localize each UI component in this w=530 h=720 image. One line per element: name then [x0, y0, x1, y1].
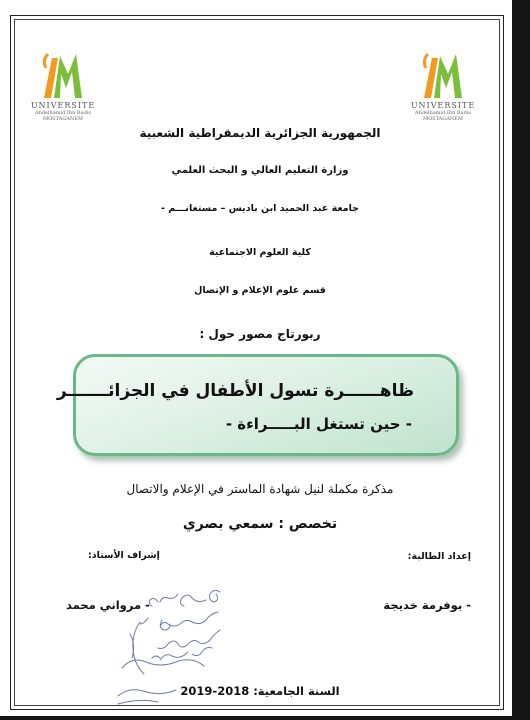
university-logo-left [18, 48, 108, 138]
thesis-title-box [56, 354, 459, 456]
student-name: - بوفرمة خديجة [383, 598, 471, 612]
scanner-edge-bottom [0, 716, 530, 720]
logo-university-sub: Abdelhamid Ibn Badis [415, 110, 471, 116]
republic-heading: الجمهورية الجزائرية الديمقراطية الشعبية [139, 126, 381, 140]
department-line: قسم علوم الإعلام و الإتصال [194, 285, 326, 296]
thesis-note: مذكرة مكملة لنيل شهادة الماستر في الإعلام والاتصال [126, 482, 394, 496]
logo-university-name: UNIVERSITE [410, 101, 476, 110]
university-emblem-icon [38, 48, 88, 100]
logo-university-city: MOSTAGANEM [422, 116, 464, 122]
logo-university-city: MOSTAGANEM [42, 116, 84, 122]
thesis-title: ظاهــــــرة تسول الأطفال في الجزائـــــــر [56, 381, 414, 401]
scanner-edge-right [512, 0, 530, 720]
faculty-line: كلية العلوم الاجتماعية [209, 247, 311, 258]
logo-university-name: UNIVERSITE [30, 101, 96, 110]
specialization-line: تخصص : سمعي بصري [182, 516, 338, 532]
logo-university-sub: Abdelhamid Ibn Badis [35, 110, 91, 116]
academic-year: السنة الجامعية: 2018-2019 [180, 684, 340, 698]
university-logo-right [398, 48, 488, 138]
university-emblem-icon [418, 48, 468, 100]
thesis-subtitle: - حين تستغل البـــــراءة - [225, 415, 412, 433]
ministry-line: وزارة التعليم العالي و البحث العلمي [171, 165, 349, 176]
report-type-line: ربورتاج مصور حول : [199, 327, 321, 341]
university-line: جامعة عبد الحميد ابن باديس – مستغانـــم - [160, 203, 359, 214]
supervisor-label: إشراف الأستاذ: [88, 550, 160, 561]
student-label: إعداد الطالبة: [407, 551, 471, 562]
supervisor-name: - مرواني محمد [66, 598, 150, 612]
